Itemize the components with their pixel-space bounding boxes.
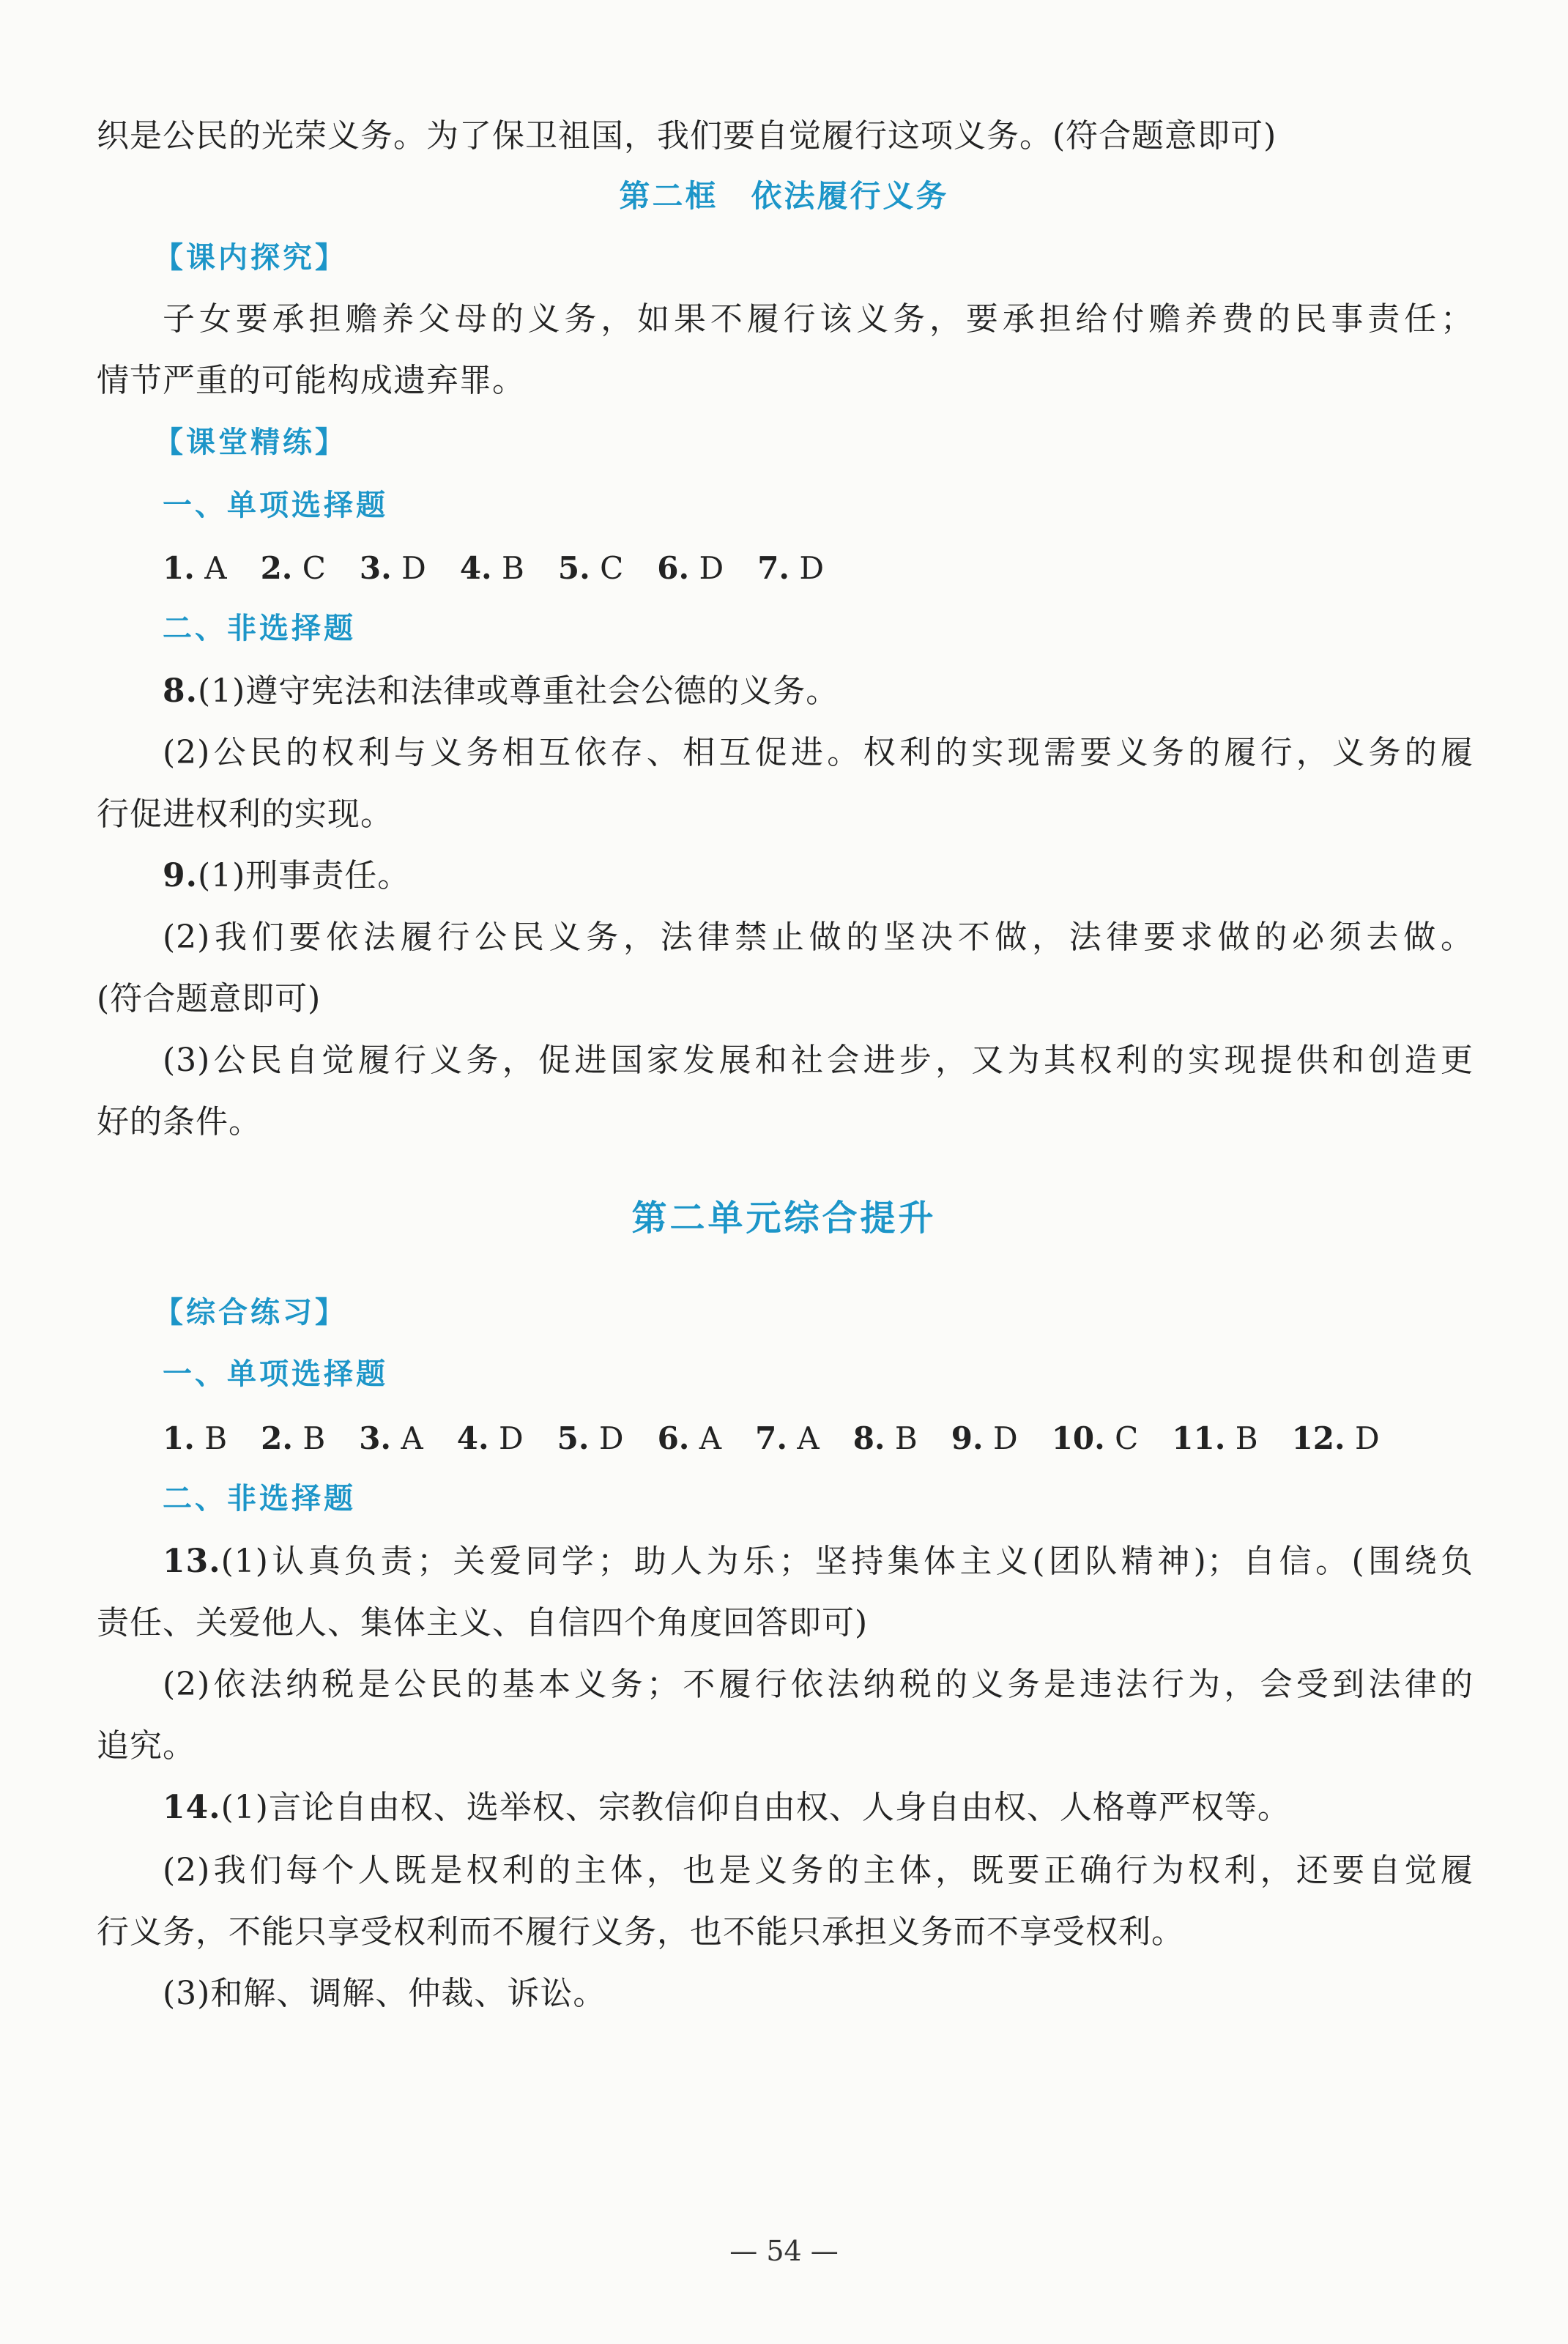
practice-mc-heading: 一、单项选择题 xyxy=(163,489,388,522)
comprehensive-tag: 【综合练习】 xyxy=(154,1296,347,1329)
q9-part2-line1: (2)我们要依法履行公民义务，法律禁止做的坚决不做，法律要求做的必须去做。 xyxy=(163,919,1474,956)
answer-item: 8. B xyxy=(852,1420,918,1456)
answer-item: 5. C xyxy=(557,550,624,586)
answer-item: 4. D xyxy=(456,1420,524,1456)
q9-part3-line1: (3)公民自觉履行义务，促进国家发展和社会进步，又为其权利的实现提供和创造更 xyxy=(163,1042,1474,1079)
page-number: — 54 — xyxy=(729,2235,839,2267)
comprehensive-nonmc-heading: 二、非选择题 xyxy=(163,1482,356,1516)
practice-nonmc-heading: 二、非选择题 xyxy=(163,612,356,645)
q14-part3: (3)和解、调解、仲裁、诉讼。 xyxy=(163,1975,606,2012)
inquiry-tag: 【课内探究】 xyxy=(154,241,347,275)
unit-title: 第二单元综合提升 xyxy=(631,1198,937,1239)
section-title: 第二框 依法履行义务 xyxy=(619,178,949,214)
answer-item: 7. D xyxy=(757,550,825,586)
answer-item: 4. B xyxy=(459,550,524,586)
answer-item: 3. D xyxy=(359,550,426,586)
q13-part2-line1: (2)依法纳税是公民的基本义务；不履行依法纳税的义务是违法行为，会受到法律的 xyxy=(163,1666,1474,1703)
answer-item: 2. C xyxy=(260,550,326,586)
comprehensive-mc-heading: 一、单项选择题 xyxy=(163,1357,388,1391)
q8-part1: 8.(1)遵守宪法和法律或尊重社会公德的义务。 xyxy=(163,672,839,710)
answer-item: 9. D xyxy=(951,1420,1018,1456)
q9-part2-line2: (符合题意即可) xyxy=(97,980,322,1017)
answer-item: 10. C xyxy=(1051,1420,1139,1456)
inquiry-line-1: 子女要承担赡养父母的义务，如果不履行该义务，要承担给付赡养费的民事责任； xyxy=(163,300,1474,338)
q9-part3-line2: 好的条件。 xyxy=(97,1103,261,1141)
answer-item: 1. B xyxy=(163,1420,228,1456)
q14-part1: 14.(1)言论自由权、选举权、宗教信仰自由权、人身自由权、人格尊严权等。 xyxy=(163,1789,1290,1826)
answer-item: 3. A xyxy=(359,1420,423,1456)
intro-line: 织是公民的光荣义务。为了保卫祖国，我们要自觉履行这项义务。(符合题意即可) xyxy=(97,117,1277,155)
q8-part2-line2: 行促进权利的实现。 xyxy=(97,795,393,833)
q14-part2-line2: 行义务，不能只享受权利而不履行义务，也不能只承担义务而不享受权利。 xyxy=(97,1913,1184,1951)
comprehensive-mc-answers xyxy=(163,1417,1413,1461)
answer-item: 2. B xyxy=(261,1420,326,1456)
answer-item: 12. D xyxy=(1291,1420,1380,1456)
practice-tag: 【课堂精练】 xyxy=(154,426,347,459)
q9-part1: 9.(1)刑事责任。 xyxy=(163,857,411,894)
answer-item: 5. D xyxy=(557,1420,624,1456)
inquiry-line-2: 情节严重的可能构成遗弃罪。 xyxy=(97,362,525,399)
answer-item: 6. A xyxy=(657,1420,722,1456)
answer-item: 7. A xyxy=(755,1420,820,1456)
q14-part2-line1: (2)我们每个人既是权利的主体，也是义务的主体，既要正确行为权利，还要自觉履 xyxy=(163,1852,1474,1889)
q13-part1-line1: 13.(1)认真负责；关爱同学；助人为乐；坚持集体主义(团队精神)；自信。(围绕负 xyxy=(163,1543,1474,1580)
answer-item: 11. B xyxy=(1172,1420,1258,1456)
answer-item: 6. D xyxy=(657,550,724,586)
q13-part1-line2: 责任、关爱他人、集体主义、自信四个角度回答即可) xyxy=(97,1604,869,1642)
answer-item: 1. A xyxy=(163,550,227,586)
q13-part2-line2: 追究。 xyxy=(97,1727,196,1765)
q8-part2-line1: (2)公民的权利与义务相互依存、相互促进。权利的实现需要义务的履行，义务的履 xyxy=(163,734,1474,771)
practice-mc-answers xyxy=(163,546,858,590)
